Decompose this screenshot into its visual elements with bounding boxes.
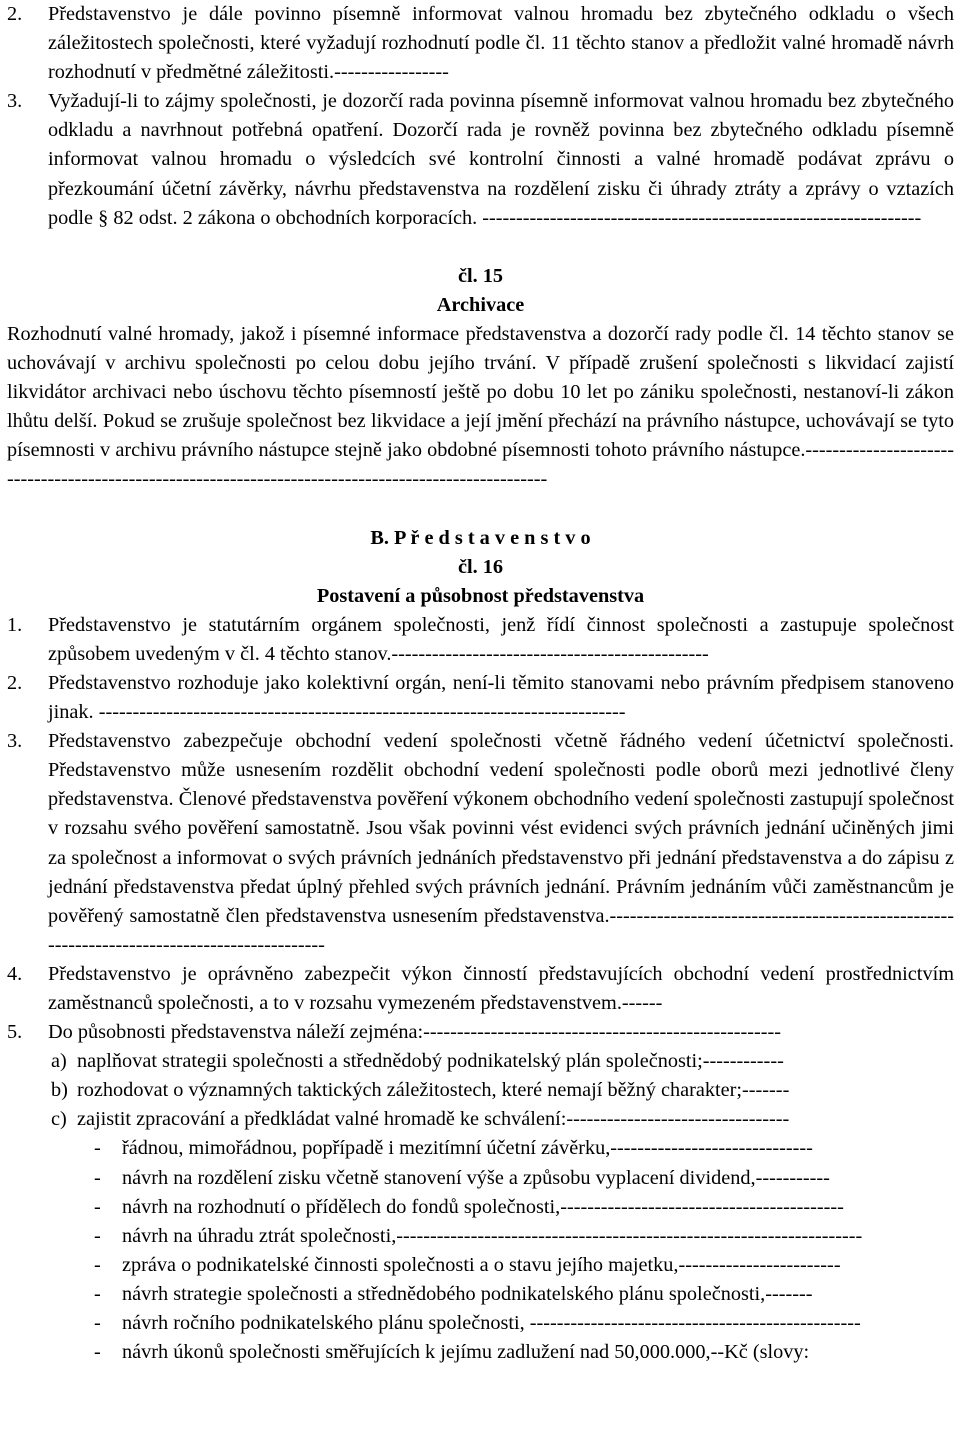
dash-list — [7, 1134, 954, 1367]
dash-item-text: návrh ročního podnikatelského plánu společnosti, ------------------------------------------------- — [122, 1312, 861, 1335]
dash-list-item — [7, 1193, 954, 1222]
article-16-list — [7, 611, 954, 1047]
list-item — [7, 669, 954, 727]
list-item — [7, 1018, 954, 1047]
top-list — [7, 0, 954, 233]
item-text: Představenstvo rozhoduje jako kolektivní orgán, není-li těmito stanovami nebo právním předpisem stanoveno jinak. ------------------------------------------------------------------------------ — [48, 671, 954, 724]
dash-bullet: - — [94, 1195, 101, 1218]
dash-item-text: návrh na rozdělení zisku včetně stanovení výše a způsobu vyplacení dividend,----------- — [122, 1166, 830, 1189]
dash-bullet: - — [94, 1312, 101, 1335]
dash-bullet: - — [94, 1166, 101, 1189]
item-number: 1. — [7, 613, 23, 636]
subitem-text: naplňovat strategii společnosti a střednědobý podnikatelský plán společnosti;------------ — [77, 1050, 784, 1073]
dash-list-item — [7, 1222, 954, 1251]
article-15-title: Archivace — [436, 293, 525, 316]
article-16-title: Postavení a působnost představenstva — [316, 584, 645, 607]
list-item — [7, 960, 954, 1018]
article-16-number: čl. 16 — [457, 555, 504, 578]
dash-list-item — [7, 1164, 954, 1193]
item-number: 5. — [7, 1021, 23, 1044]
dash-item-text: návrh úkonů společnosti směřujících k jejímu zadlužení nad 50,000.000,--Kč (slovy: — [122, 1341, 810, 1364]
subitem-label: c) — [51, 1108, 67, 1131]
subitem — [51, 1105, 954, 1134]
list-item — [7, 0, 954, 87]
dash-bullet: - — [94, 1341, 101, 1364]
item-text: Vyžadují-li to zájmy společnosti, je dozorčí rada povinna písemně informovat valnou hromadu bez zbytečného odkladu a navrhnout potřebná opatření. Dozorčí rada je rovněž povinna bez zbytečného odkladu písemně informovat valnou hromadu o výsledcích své kontrolní činnosti a valné hromadě podávat zprávu o přezkoumání účetní závěrky, návrhu představenstva na rozdělení zisku či úhrady ztráty a zprávy o vztazích podle § 82 odst. 2 zákona o obchodních korporacích. ----------------------------------------------------------------- — [48, 90, 954, 229]
dash-bullet: - — [94, 1253, 101, 1276]
spacer — [7, 233, 954, 262]
item-text: Představenstvo je statutárním orgánem společnosti, jenž řídí činnost společnosti a zastupuje společnost způsobem uvedeným v čl. 4 těchto stanov.----------------------------------------------- — [48, 613, 954, 665]
dash-item-text: návrh na úhradu ztrát společnosti,--------------------------------------------------------------------- — [122, 1224, 863, 1247]
dash-item-text: zpráva o podnikatelské činnosti společnosti a o stavu jejího majetku,------------------------ — [122, 1253, 841, 1276]
dash-item-text: řádnou, mimořádnou, popřípadě i mezitímní účetní závěrku,------------------------------ — [122, 1137, 813, 1160]
subitem — [51, 1076, 954, 1105]
subitem-label: a) — [51, 1050, 67, 1073]
subitem-text: zajistit zpracování a předkládat valné hromadě ke schválení:--------------------------------- — [77, 1108, 790, 1131]
article-15-text: Rozhodnutí valné hromady, jakož i písemné informace představenstva a dozorčí rady podle čl. 14 těchto stanov se uchovávají v archivu společnosti po celou dobu jejího trvání. V případě zrušení společnosti s likvidací zajistí likvidátor archivaci nebo úschovu těchto písemností ještě po dobu 10 let po zániku společnosti, nestanoví-li zákon lhůtu delší. Pokud se zrušuje společnost bez likvidace a její jmění přechází na právního nástupce, uchovávají se tyto písemnosti v archivu právního nástupce stejně jako obdobné písemnosti tohoto právního nástupce.------------------------------------------------------------------------------------------------------ — [7, 322, 954, 491]
subitem-text: rozhodovat o významných taktických záležitostech, které nemají běžný charakter;------- — [77, 1079, 790, 1102]
dash-list-item — [7, 1251, 954, 1280]
subitem-label: b) — [51, 1079, 68, 1102]
dash-list-item — [7, 1338, 954, 1367]
dash-list-item — [7, 1280, 954, 1309]
subitem-list — [7, 1047, 954, 1134]
item-text: Do působnosti představenstva náleží zejména:----------------------------------------------------- — [48, 1021, 782, 1044]
list-item — [7, 87, 954, 232]
dash-list-item — [7, 1134, 954, 1163]
item-number: 2. — [7, 671, 23, 694]
spacer — [7, 495, 954, 524]
list-item — [7, 727, 954, 960]
article-15-number: čl. 15 — [457, 264, 504, 287]
item-number: 2. — [7, 3, 23, 25]
dash-bullet: - — [94, 1224, 101, 1247]
item-number: 4. — [7, 962, 23, 985]
dash-item-text: návrh strategie společnosti a střednědobého podnikatelského plánu společnosti,------- — [122, 1282, 813, 1305]
item-number: 3. — [7, 90, 23, 113]
dash-list-item — [7, 1309, 954, 1338]
dash-item-text: návrh na rozhodnutí o přídělech do fondů společnosti,------------------------------------------ — [122, 1195, 844, 1218]
list-item — [7, 611, 954, 669]
item-number: 3. — [7, 730, 23, 753]
section-b-heading: B. P ř e d s t a v e n s t v o — [370, 526, 591, 549]
dash-bullet: - — [94, 1282, 101, 1305]
item-text: Představenstvo je oprávněno zabezpečit výkon činností představujících obchodní vedení prostřednictvím zaměstnanců společnosti, a to v rozsahu vymezeném představenstvem.------ — [48, 962, 954, 1014]
item-text: Představenstvo zabezpečuje obchodní vedení společnosti včetně řádného vedení účetnictví společnosti. Představenstvo může usnesením rozdělit obchodní vedení společnosti podle oborů mezi jednotlivé členy představenstva. Členové představenstva pověření výkonem obchodního vedení společnosti zastupují společnost v rozsahu svého pověření samostatně. Jsou však povinni vést evidenci svých právních jednání učiněných jimi za společnost a informovat o svých právních jednáních představenstvo při jednání představenstva a do zápisu z jednání představenstva předat úplný přehled svých právních jednání. Právním jednáním vůči zaměstnancům je pověřený samostatně člen představenstva usnesením představenstva.-------------------------------------------------------------------------------------------- — [48, 730, 954, 956]
item-text: Představenstvo je dále povinno písemně informovat valnou hromadu bez zbytečného odkladu o všech záležitostech společnosti, které vyžadují rozhodnutí podle čl. 11 těchto stanov a předložit valné hromadě návrh rozhodnutí v předmětné záležitosti.----------------- — [48, 3, 954, 84]
subitem — [51, 1047, 954, 1076]
dash-bullet: - — [94, 1137, 101, 1160]
